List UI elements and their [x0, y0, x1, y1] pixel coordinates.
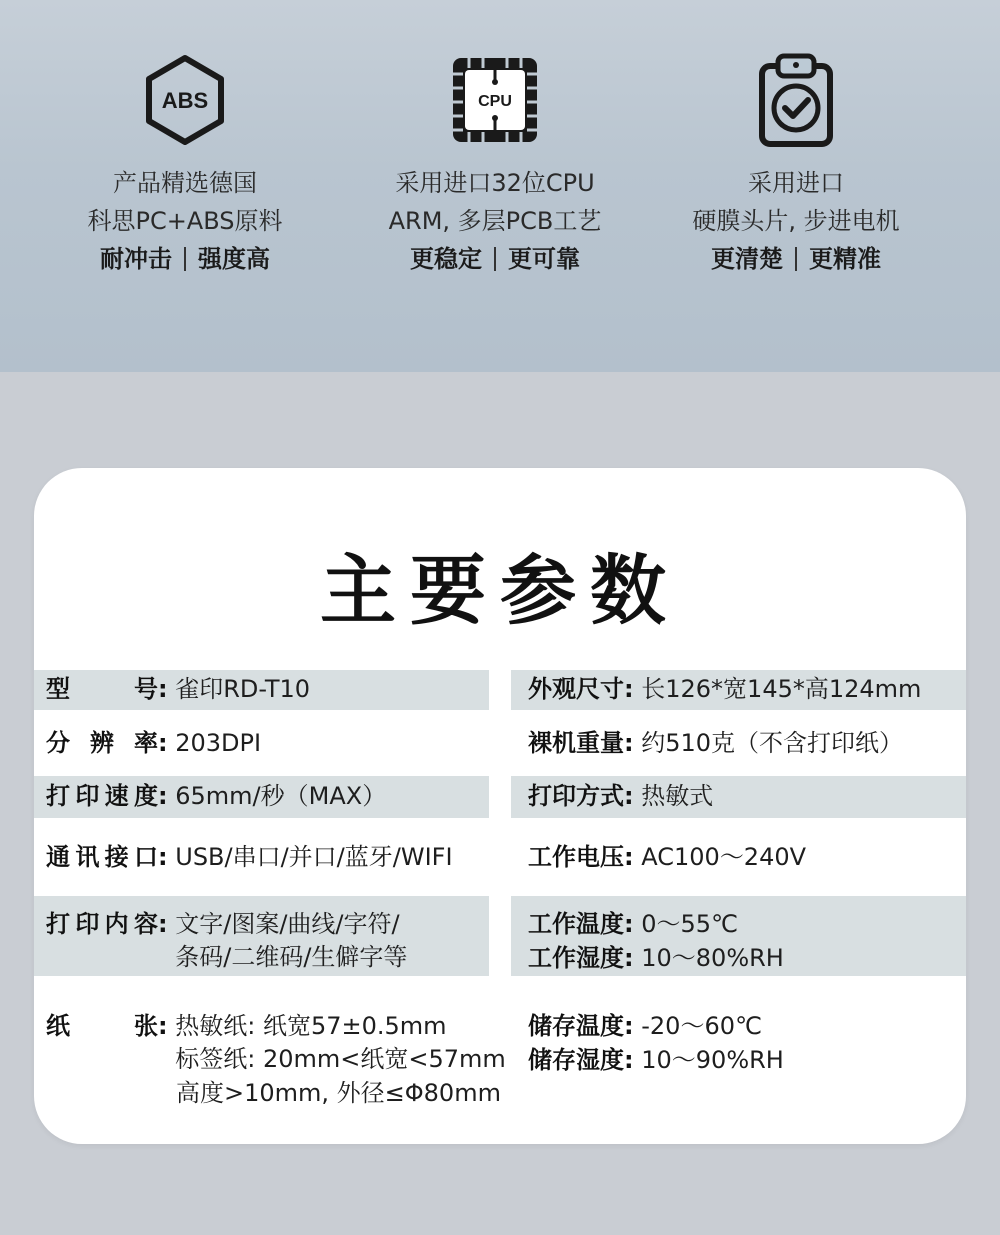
spec-colon: : [624, 843, 634, 871]
spec-value-line: 条码/二维码/生僻字等 [175, 943, 408, 971]
spec-model [46, 673, 310, 706]
feature-highlight-a: 耐冲击 [100, 245, 172, 273]
spec-colon: : [624, 1046, 634, 1074]
feature-line2: 硬膜头片, 步进电机 [692, 207, 900, 235]
spec-key: 纸张 [46, 1012, 158, 1040]
feature-highlight-b: 强度高 [198, 245, 270, 273]
feature-highlight-b: 更可靠 [508, 245, 580, 273]
spec-colon: : [624, 944, 634, 972]
spec-title: 主要参数 [320, 546, 680, 635]
spec-key: 分辨率 [46, 729, 158, 757]
spec-value: 10～90%RH [641, 1046, 784, 1074]
spec-weight [528, 727, 903, 760]
feature-line2: 科思PC+ABS原料 [87, 207, 283, 235]
spec-resolution [46, 727, 261, 760]
feature-highlight-a: 更清楚 [711, 245, 783, 273]
spec-print-method [528, 780, 713, 813]
spec-colon: : [158, 675, 168, 703]
spec-key: 型号 [46, 675, 158, 703]
spec-value: 203DPI [175, 729, 262, 757]
spec-value-line: 标签纸: 20mm<纸宽<57mm [175, 1045, 506, 1073]
spec-value-line: 热敏纸: 纸宽57±0.5mm [175, 1012, 447, 1040]
spec-paper [46, 1010, 506, 1076]
feature-highlights [646, 240, 946, 278]
spec-colon: : [158, 910, 168, 938]
cpu-chip-icon [447, 52, 543, 148]
spec-value-line: 高度>10mm, 外径≤Φ80mm [176, 1079, 501, 1107]
spec-value: 65mm/秒（MAX） [175, 782, 387, 810]
feature-abs [35, 52, 335, 278]
spec-key: 储存温度 [528, 1012, 624, 1040]
feature-highlight-a: 更稳定 [410, 245, 482, 273]
spec-card [34, 468, 966, 1144]
clipboard-check-icon [748, 52, 844, 148]
cpu-badge-text: CPU [478, 93, 512, 110]
spec-value: 0～55℃ [641, 910, 739, 938]
spec-key: 裸机重量 [528, 729, 624, 757]
spec-colon: : [158, 1012, 168, 1040]
spec-colon: : [158, 729, 168, 757]
spec-interfaces [46, 841, 453, 874]
spec-colon: : [624, 782, 634, 810]
features-banner [0, 0, 1000, 372]
feature-line2: ARM, 多层PCB工艺 [388, 207, 602, 235]
spec-colon: : [624, 675, 634, 703]
spec-key: 工作湿度 [528, 944, 624, 972]
spec-value-line: 文字/图案/曲线/字符/ [175, 910, 400, 938]
spec-print-content [46, 908, 407, 974]
divider [184, 247, 186, 271]
divider [795, 247, 797, 271]
spec-key: 储存湿度 [528, 1046, 624, 1074]
abs-hexagon-icon [137, 52, 233, 148]
abs-badge-text: ABS [161, 88, 209, 113]
spec-key: 打印方式 [528, 782, 624, 810]
spec-colon: : [158, 843, 168, 871]
feature-line1: 采用进口32位CPU [395, 169, 595, 197]
spec-key: 打印速度 [46, 782, 158, 810]
spec-value: AC100～240V [641, 843, 807, 871]
spec-key: 通讯接口 [46, 843, 158, 871]
spec-value [175, 908, 407, 974]
spec-colon: : [624, 1012, 634, 1040]
spec-value: 长126*宽145*高124mm [641, 675, 922, 703]
spec-value: -20～60℃ [641, 1012, 762, 1040]
spec-value [175, 1010, 506, 1076]
feature-line1: 采用进口 [748, 169, 844, 197]
spec-value: 热敏式 [641, 782, 714, 810]
feature-highlights [35, 240, 335, 278]
spec-storage-temp [528, 1010, 762, 1043]
spec-key: 外观尺寸 [528, 675, 624, 703]
spec-colon: : [158, 782, 168, 810]
feature-printhead [646, 52, 946, 278]
spec-value: 约510克（不含打印纸） [641, 729, 904, 757]
spec-print-speed [46, 780, 386, 813]
spec-storage-humidity [528, 1044, 784, 1077]
spec-value: 10～80%RH [641, 944, 784, 972]
spec-dimensions [528, 673, 921, 706]
spec-work-humidity [528, 942, 784, 975]
spec-paper-extra [176, 1077, 501, 1110]
spec-colon: : [624, 729, 634, 757]
spec-key: 打印内容 [46, 910, 158, 938]
feature-highlights [345, 240, 645, 278]
spec-value: 雀印RD-T10 [175, 675, 311, 703]
feature-cpu [345, 52, 645, 278]
spec-voltage [528, 841, 806, 874]
spec-colon: : [624, 910, 634, 938]
divider [494, 247, 496, 271]
spec-value: USB/串口/并口/蓝牙/WIFI [175, 843, 453, 871]
feature-highlight-b: 更精准 [809, 245, 881, 273]
spec-work-temp [528, 908, 738, 941]
spec-key: 工作温度 [528, 910, 624, 938]
feature-line1: 产品精选德国 [113, 169, 257, 197]
spec-key: 工作电压 [528, 843, 624, 871]
